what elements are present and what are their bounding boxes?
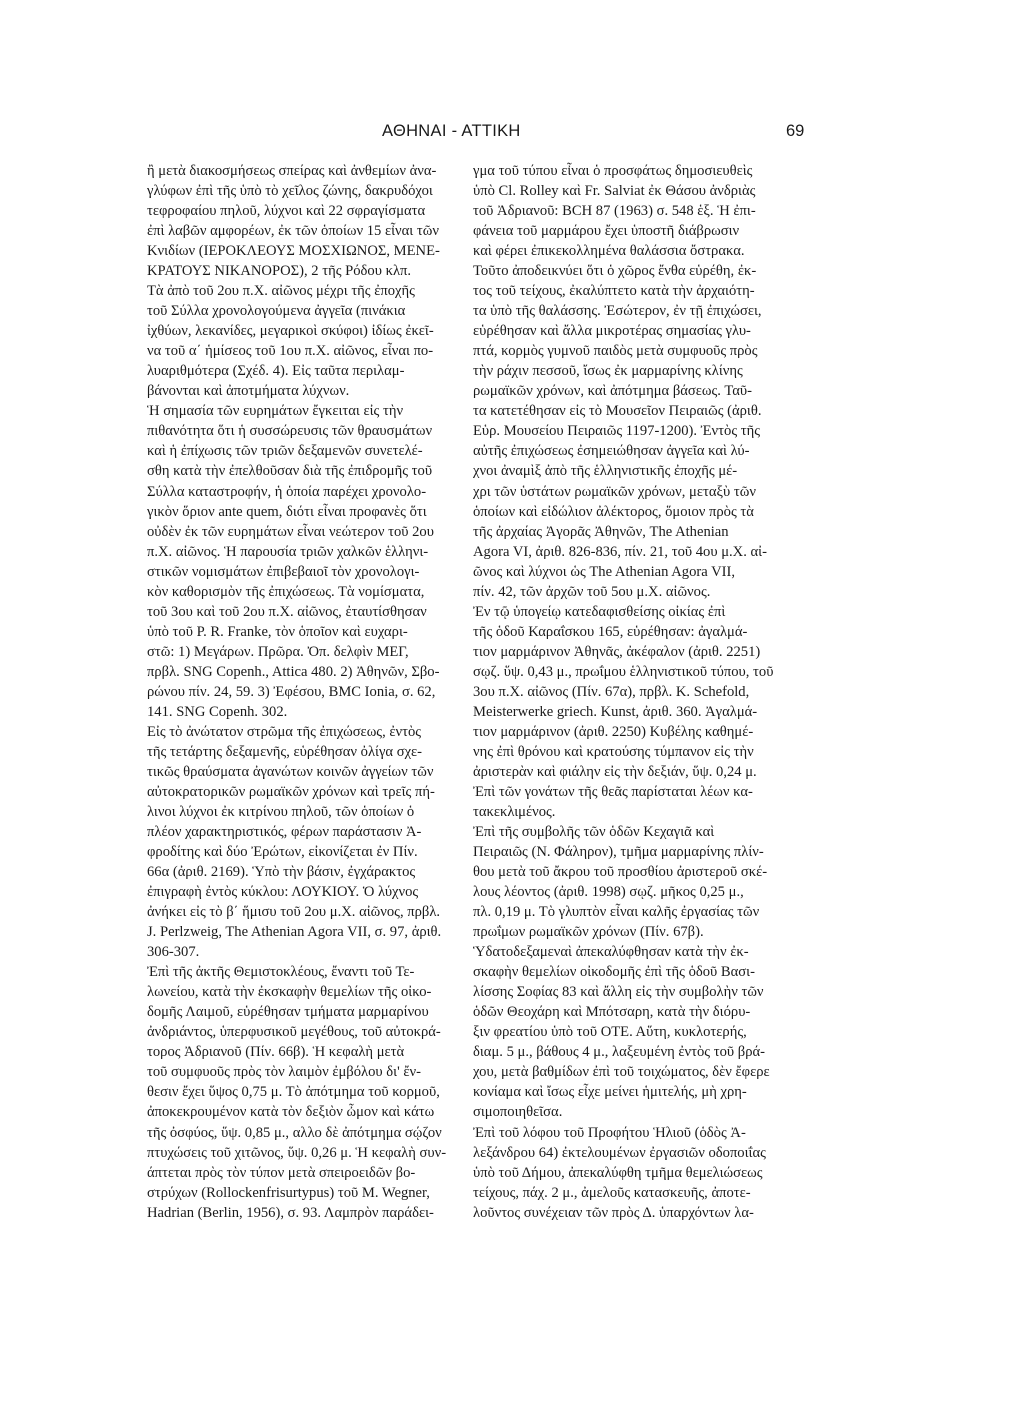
text-line: Ἐπὶ τῆς ἀκτῆς Θεμιστοκλέους, ἔναντι τοῦ Τε- (147, 964, 415, 981)
text-line: τος τοῦ τείχους, ἐκαλύπτετο κατὰ τὴν ἀρχαιότη- (473, 283, 755, 300)
text-line: πτυχώσεις τοῦ χιτῶνος, ὕψ. 0,26 μ. Ἡ κεφαλὴ συν- (147, 1144, 447, 1161)
text-line: ἀριστερὰν καὶ φιάλην εἰς τὴν δεξιάν, ὕψ. 0,24 μ. (473, 763, 757, 780)
left-column (147, 161, 487, 1223)
text-line: γλύφων ἐπὶ τῆς ὑπὸ τὸ χεῖλος ζώνης, δακρυδόχοι (147, 183, 433, 200)
text-line: φάνεια τοῦ μαρμάρου ἔχει ὑποστῆ διάβρωσιν (473, 223, 740, 240)
text-line: πτά, κορμὸς γυμνοῦ παιδὸς μετὰ συμφυοῦς πρὸς (473, 343, 758, 360)
text-line: στικῶν νομισμάτων ἐπιβεβαιοῖ τὸν χρονολογι- (147, 563, 420, 580)
text-line: θου μετὰ τοῦ ἄκρου τοῦ προσθίου ἀριστεροῦ σκέ- (473, 864, 768, 881)
text-line: 306-307. (147, 944, 200, 961)
text-line: ὑπὸ τοῦ P. R. Franke, τὸν ὁποῖον καὶ ευχαρι- (147, 623, 408, 640)
text-line: καὶ φέρει ἐπικεκολλημένα θαλάσσια ὄστρακα. (473, 243, 745, 260)
text-line: βάνονται καὶ ἀποτμήματα λύχνων. (147, 383, 350, 400)
text-line: τῆς ὀσφύος, ὕψ. 0,85 μ., αλλο δὲ ἀπότμημα σῴζον (147, 1124, 442, 1141)
text-line: διαμ. 5 μ., βάθους 4 μ., λαξευμένη ἐντὸς τοῦ βρά- (473, 1044, 765, 1061)
text-line: ἀνήκει εἰς τὸ β΄ ἥμισυ τοῦ 2ου μ.Χ. αἰῶνος, πρβλ. (147, 904, 441, 921)
text-line: Κνιδίων (ΙΕΡΟΚΛΕΟΥΣ ΜΟΣΧΙΩΝΟΣ, ΜΕΝΕ- (147, 243, 440, 260)
text-line: κονίαμα καὶ ἴσως εἶχε μείνει ἡμιτελής, μὴ χρη- (473, 1084, 747, 1101)
text-line: λινοι λύχνοι ἐκ κιτρίνου πηλοῦ, τῶν ὁποίων ὁ (147, 804, 415, 820)
text-line: νης ἐπὶ θρόνου καὶ κρατούσης τύμπανον εἰς τὴν (473, 743, 754, 760)
text-line: τεφροφαίου πηλοῦ, λύχνοι καὶ 22 σφραγίσματα (147, 203, 426, 220)
text-line: τῆς ἀρχαίας Ἀγορᾶς Ἀθηνῶν, The Athenian (473, 523, 729, 540)
text-line: τα κατετέθησαν εἰς τὸ Μουσεῖον Πειραιῶς (ἀριθ. (473, 403, 762, 420)
text-line: 66α (ἀριθ. 2169). Ὑπὸ τὴν βάσιν, ἐγχάρακτος (147, 864, 416, 881)
text-line: οὐδὲν ἐκ τῶν ευρημάτων εἶναι νεώτερον τοῦ 2ου (147, 523, 434, 540)
text-line: σιμοποιηθεῖσα. (473, 1104, 563, 1121)
text-line: ἢ μετὰ διακοσμήσεως σπείρας καὶ ἀνθεμίων ἀνα- (147, 163, 437, 179)
text-line: τικῶς θραύσματα ἀγανώτων κοινῶν ἀγγείων τῶν (147, 763, 434, 780)
text-line: πλέον χαρακτηριστικός, φέρων παράστασιν Ἀ- (147, 824, 422, 841)
text-line: γμα τοῦ τύπου εἶναι ὁ προσφάτως δημοσιευθεὶς (473, 163, 753, 179)
text-line: κὸν καθορισμὸν τῆς ἐπιχώσεως. Τὰ νομίσματα, (147, 583, 425, 600)
text-line: Ἐπὶ τῆς συμβολῆς τῶν ὁδῶν Κεχαγιᾶ καὶ (473, 824, 715, 841)
text-line: ὁδῶν Θεοχάρη καὶ Μπότσαρη, κατὰ τὴν διόρυ- (473, 1004, 751, 1021)
text-line: πρωΐμων ρωμαϊκῶν χρόνων (Πίν. 67β). (473, 924, 704, 941)
text-line: τὴν ράχιν πεσσοῦ, ἴσως ἐκ μαρμαρίνης κλίνης (473, 363, 743, 380)
text-line: Ἐπὶ τῶν γονάτων τῆς θεᾶς παρίσταται λέων κα- (473, 783, 753, 800)
text-line: Ἐπὶ τοῦ λόφου τοῦ Προφήτου Ἡλιοῦ (ὁδὸς Ἀ- (473, 1124, 746, 1141)
text-line: ὑπὸ τοῦ Δήμου, ἀπεκαλύφθη τμῆμα θεμελιώσεως (473, 1164, 763, 1181)
text-line: πίν. 42, τῶν ἀρχῶν τοῦ 5ου μ.Χ. αἰῶνος. (473, 583, 711, 600)
text-line: τείχους, πάχ. 2 μ., ἀμελοῦς κατασκευῆς, ἀποτε- (473, 1184, 751, 1201)
text-line: φροδίτης καὶ δύο Ἐρώτων, εἰκονίζεται ἐν Πίν. (147, 844, 418, 861)
text-line: λοῦντος συνέχειαν τῶν πρὸς Δ. ὑπαρχόντων λα- (473, 1204, 754, 1221)
text-line: χου, μετὰ βαθμίδων ἐπὶ τοῦ τοιχώματος, δὲν ἔφερε (473, 1064, 770, 1081)
text-line: τακεκλιμένος. (473, 804, 556, 820)
text-line: τῆς τετάρτης δεξαμενῆς, εὑρέθησαν ὀλίγα σχε- (147, 743, 423, 760)
text-line: J. Perlzweig, The Athenian Agora VII, σ. 97, ἀριθ. (147, 924, 442, 941)
text-line: πλ. 0,19 μ. Τὸ γλυπτὸν εἶναι καλῆς ἐργασίας τῶν (473, 904, 760, 921)
text-line: Ἡ σημασία τῶν ευρημάτων ἔγκειται εἰς τὴν (147, 403, 404, 420)
text-line: τιον μαρμάρινον (ἀριθ. 2250) Κυβέλης καθημέ- (473, 723, 754, 740)
text-line: ῶνος καὶ λύχνοι ὡς The Athenian Agora VII, (473, 563, 736, 580)
text-line: θεσιν ἔχει ὕψος 0,75 μ. Τὸ ἀπότμημα τοῦ κορμοῦ, (147, 1084, 440, 1101)
text-line: Τοῦτο ἀποδεικνύει ὅτι ὁ χῶρος ἔνθα εὑρέθη, ἐκ- (473, 263, 757, 280)
text-line: ρώνου πίν. 24, 59. 3) Ἐφέσου, BMC Ionia, σ. 62, (147, 683, 436, 700)
text-line: άπτεται πρὸς τὸν τύπον μετὰ σπειροειδῶν βο- (147, 1164, 416, 1181)
text-line: καὶ ἡ ἐπίχωσις τῶν τριῶν δεξαμενῶν συνετελέ- (147, 443, 423, 460)
text-line: ξιν φρεατίου ὑπὸ τοῦ ΟΤΕ. Αὕτη, κυκλοτερής, (473, 1024, 747, 1041)
text-line: τῆς ὁδοῦ Καραΐσκου 165, εὑρέθησαν: ἀγαλμά- (473, 623, 748, 640)
text-line: Agora VI, ἀριθ. 826-836, πίν. 21, τοῦ 4ου μ.Χ. αἰ- (473, 543, 767, 560)
text-line: Τὰ ἀπὸ τοῦ 2ου π.Χ. αἰῶνος μέχρι τῆς ἐποχῆς (147, 283, 415, 300)
running-header: ΑΘΗΝΑΙ - ΑΤΤΙΚΗ (382, 122, 521, 140)
text-line: τοῦ συμφυοῦς πρὸς τὸν λαιμὸν ἐμβόλου δι' ἔν- (147, 1064, 421, 1081)
text-line: 3ου π.Χ. αἰῶνος (Πίν. 67α), πρβλ. K. Schefold, (473, 683, 750, 700)
text-line: πρβλ. SNG Copenh., Attica 480. 2) Ἀθηνῶν, Σβο- (147, 663, 440, 680)
text-line: τοῦ 3ου καὶ τοῦ 2ου π.Χ. αἰῶνος, ἐταυτίσθησαν (147, 603, 427, 620)
text-line: ἰχθύων, λεκανίδες, μεγαρικοὶ σκύφοι) ἰδίως ἐκεῖ- (147, 323, 434, 340)
text-line: ἐπὶ λαβῶν αμφορέων, ἐκ τῶν ὁποίων 15 εἶναι τῶν (147, 223, 439, 240)
text-line: Hadrian (Berlin, 1956), σ. 93. Λαμπρὸν παράδει- (147, 1204, 434, 1221)
right-column (473, 161, 818, 1223)
text-line: ἀνδριάντος, ὑπερφυσικοῦ μεγέθους, τοῦ αὐτοκρά- (147, 1024, 441, 1041)
text-line: στρύχων (Rollockenfrisurtypus) τοῦ M. Wegner, (147, 1184, 430, 1201)
text-line: τοῦ Σύλλα χρονολογούμενα ἀγγεῖα (πινάκια (147, 303, 406, 320)
text-line: λίσσης Σοφίας 83 καὶ ἄλλη εἰς τὴν συμβολὴν τῶν (473, 984, 764, 1001)
text-line: λωνείου, κατὰ τὴν ἐκσκαφὴν θεμελίων τῆς οἰκο- (147, 984, 432, 1001)
text-line: χνοι ἀναμὶξ ἀπὸ τῆς ἑλληνιστικῆς ἐποχῆς μέ- (473, 463, 738, 480)
text-line: π.Χ. αἰῶνος. Ἡ παρουσία τριῶν χαλκῶν ἑλληνι- (147, 543, 429, 560)
text-line: Πειραιῶς (Ν. Φάληρον), τμῆμα μαρμαρίνης πλίν- (473, 844, 764, 861)
text-line: ρωμαϊκῶν χρόνων, καὶ ἀπότμημα βάσεως. Ταῦ- (473, 383, 752, 400)
text-line: ΚΡΑΤΟΥΣ ΝΙΚΑΝΟΡΟΣ), 2 τῆς Ρόδου κλπ. (147, 263, 412, 280)
text-line: ἐπιγραφὴ ἐντὸς κύκλου: ΛΟΥΚΙΟΥ. Ὁ λύχνος (147, 884, 419, 901)
text-line: τα ὑπὸ τῆς θαλάσσης. Ἐσώτερον, ἐν τῇ ἐπιχώσει, (473, 303, 762, 320)
text-line: ὁποίων καὶ εἰδώλιον ἀλέκτορος, ὅμοιον πρὸς τὰ (473, 503, 754, 520)
text-line: αὐτῆς ἐπιχώσεως ἐσημειώθησαν ἀγγεῖα καὶ λύ- (473, 443, 750, 460)
text-line: σθη κατὰ τὴν ἐπελθοῦσαν διὰ τῆς ἐπιδρομῆς τοῦ (147, 463, 433, 480)
text-line: εὑρέθησαν καὶ ἄλλα μικροτέρας σημασίας γλυ- (473, 323, 751, 340)
text-line: χρι τῶν ὑστάτων ρωμαϊκῶν χρόνων, μεταξὺ τῶν (473, 483, 756, 500)
text-line: αὐτοκρατορικῶν ρωμαϊκῶν χρόνων καὶ τρεῖς πή- (147, 783, 435, 800)
text-line: Σύλλα καταστροφήν, ἡ ὁποία παρέχει χρονολο- (147, 483, 427, 500)
text-line: σκαφὴν θεμελίων οἰκοδομῆς ἐπὶ τῆς ὁδοῦ Βασι- (473, 964, 755, 981)
text-line: λους λέοντος (ἀριθ. 1998) σῳζ. μῆκος 0,25 μ., (473, 884, 744, 901)
text-line: πιθανότητα ὅτι ἡ συσσώρευσις τῶν θραυσμάτων (147, 423, 433, 440)
text-line: 141. SNG Copenh. 302. (147, 703, 288, 720)
text-line: λεξάνδρου 64) ἐκτελουμένων ἐργασιῶν οδοποιΐας (473, 1144, 766, 1161)
text-line: Ὑδατοδεξαμεναὶ ἀπεκαλύφθησαν κατὰ τὴν ἐκ- (473, 944, 749, 961)
text-line: τιον μαρμάρινον Ἀθηνᾶς, ἀκέφαλον (ἀριθ. 2251) (473, 643, 761, 660)
text-line: τορος Ἀδριανοῦ (Πίν. 66β). Ἡ κεφαλὴ μετὰ (147, 1044, 405, 1061)
text-line: λυαριθμότερα (Σχέδ. 4). Εἰς ταῦτα περιλαμ- (147, 363, 405, 380)
text-line: ὑπὸ Cl. Rolley καὶ Fr. Salviat ἐκ Θάσου ἀνδριὰς (473, 183, 756, 200)
text-line: στῶ: 1) Μεγάρων. Πρῶρα. Ὀπ. δελφὶν ΜΕΓ, (147, 643, 409, 660)
text-line: Εἰς τὸ ἀνώτατον στρῶμα τῆς ἐπιχώσεως, ἐντὸς (147, 723, 422, 740)
text-line: σῳζ. ὕψ. 0,43 μ., πρωΐμου ἑλληνιστικοῦ τύπου, τοῦ (473, 663, 774, 680)
text-line: δομῆς Λαιμοῦ, εὑρέθησαν τμήματα μαρμαρίνου (147, 1004, 429, 1021)
text-line: Meisterwerke griech. Kunst, ἀριθ. 360. Ἀγαλμά- (473, 703, 758, 720)
text-line: γικὸν ὅριον ante quem, διότι εἶναι προφανὲς ὅτι (147, 503, 427, 520)
page-number: 69 (786, 122, 805, 140)
text-line: να τοῦ α΄ ἡμίσεος τοῦ 1ου π.Χ. αἰῶνος, εἶναι πο- (147, 343, 434, 360)
text-line: Ἐν τῷ ὑπογείῳ κατεδαφισθείσης οἰκίας ἐπὶ (473, 603, 726, 620)
text-line: Εὑρ. Μουσείου Πειραιῶς 1197-1200). Ἐντὸς τῆς (473, 423, 761, 440)
text-line: τοῦ Ἀδριανοῦ: BCH 87 (1963) σ. 548 ἑξ. Ἡ ἐπι- (473, 203, 756, 220)
text-line: ἀποκεκρουμένον κατὰ τὸν δεξιὸν ὦμον καὶ κάτω (147, 1104, 435, 1121)
